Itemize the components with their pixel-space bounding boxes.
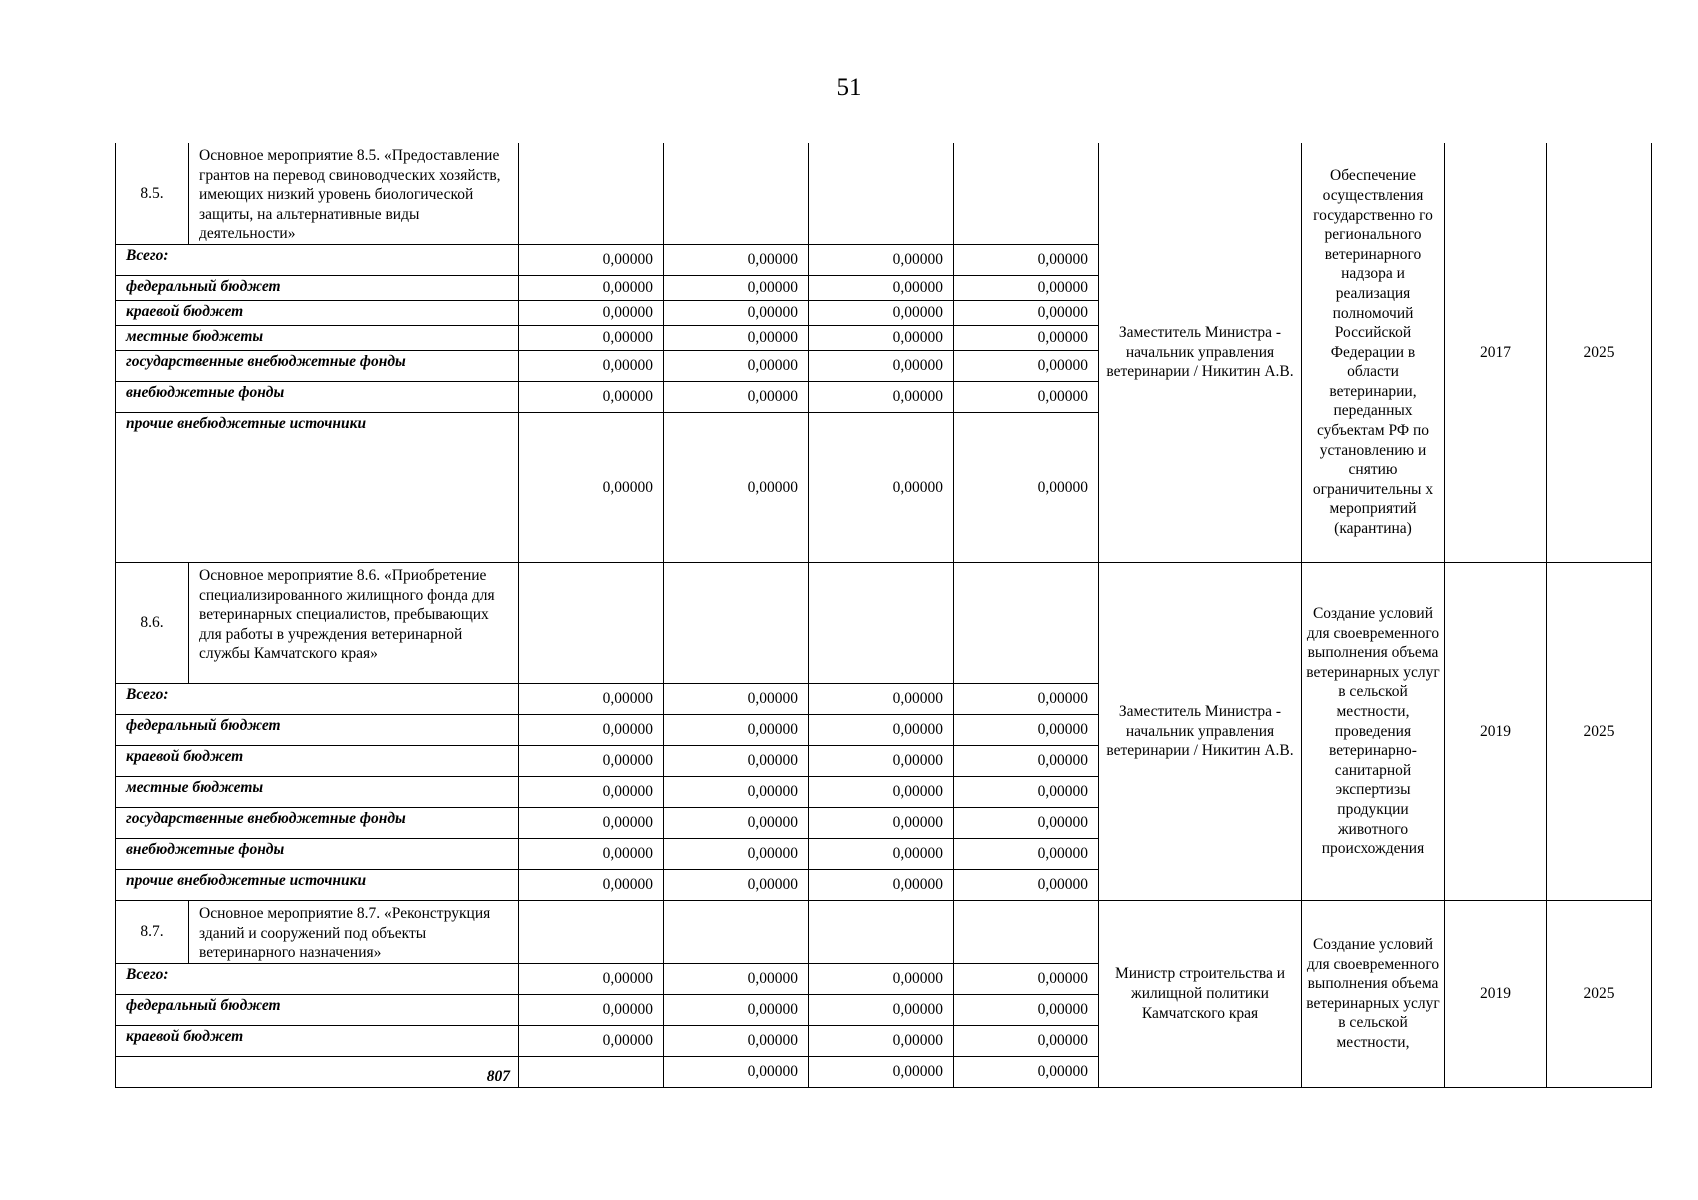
funding-label: федеральный бюджет [116,275,519,300]
funding-value: 0,00000 [809,275,954,300]
program-activities-table [115,143,1652,1088]
funding-value: 0,00000 [809,994,954,1025]
funding-value: 0,00000 [519,807,664,838]
funding-value: 0,00000 [519,1025,664,1056]
funding-value: 0,00000 [664,350,809,381]
funding-value: 0,00000 [809,381,954,412]
funding-value: 0,00000 [809,838,954,869]
funding-value: 0,00000 [954,869,1099,900]
funding-value: 0,00000 [809,1025,954,1056]
funding-value: 0,00000 [519,714,664,745]
funding-value: 0,00000 [519,244,664,275]
responsible-person: Министр строительства и жилищной политики Камчатского края [1099,900,1302,1087]
funding-value: 0,00000 [664,244,809,275]
funding-value: 0,00000 [954,776,1099,807]
funding-value: 0,00000 [664,776,809,807]
funding-value: 0,00000 [519,745,664,776]
funding-value: 0,00000 [664,963,809,994]
funding-value: 0,00000 [664,994,809,1025]
funding-value: 0,00000 [519,869,664,900]
funding-value: 0,00000 [809,412,954,562]
funding-value: 0,00000 [664,275,809,300]
activity-title: Основное мероприятие 8.7. «Реконструкция зданий и сооружений под объекты ветеринарного назначения» [189,900,519,963]
responsible-person: Заместитель Министра - начальник управления ветеринарии / Никитин А.В. [1099,143,1302,562]
activity-goal: Создание условий для своевременного выполнения объема ветеринарных услуг в сельской местности, проведения ветеринарно-санитарной экспертизы продукции животного происхождения [1302,562,1445,900]
funding-value: 0,00000 [664,1025,809,1056]
funding-label: государственные внебюджетные фонды [116,807,519,838]
end-year: 2025 [1547,143,1652,562]
start-year: 2017 [1445,143,1547,562]
start-year: 2019 [1445,900,1547,1087]
activity-goal: Обеспечение осуществления государственно го регионального ветеринарного надзора и реализация полномочий Российской Федерации в области ветеринарии, переданных субъектам РФ по установлению и снятию ограничительны х мероприятий (карантина) [1302,143,1445,562]
funding-value: 0,00000 [519,350,664,381]
funding-value: 0,00000 [954,1025,1099,1056]
activity-goal: Создание условий для своевременного выполнения объема ветеринарных услуг в сельской местности, [1302,900,1445,1087]
funding-value: 0,00000 [809,714,954,745]
funding-value: 0,00000 [954,275,1099,300]
funding-value: 0,00000 [664,325,809,350]
funding-label: внебюджетные фонды [116,838,519,869]
funding-value: 0,00000 [664,412,809,562]
funding-label: Всего: [116,963,519,994]
funding-value: 0,00000 [809,745,954,776]
funding-value: 0,00000 [664,1056,809,1087]
funding-value: 0,00000 [809,963,954,994]
funding-value: 0,00000 [954,412,1099,562]
funding-value: 0,00000 [954,1056,1099,1087]
funding-label: краевой бюджет [116,1025,519,1056]
funding-value: 0,00000 [809,244,954,275]
funding-value: 0,00000 [519,325,664,350]
funding-value: 0,00000 [519,275,664,300]
funding-value: 0,00000 [954,381,1099,412]
funding-value: 0,00000 [664,714,809,745]
activity-number: 8.5. [116,143,189,244]
funding-value: 0,00000 [519,838,664,869]
funding-value: 0,00000 [664,300,809,325]
funding-value: 0,00000 [519,412,664,562]
funding-value: 0,00000 [954,745,1099,776]
funding-label: федеральный бюджет [116,994,519,1025]
funding-value: 0,00000 [664,683,809,714]
funding-value: 0,00000 [519,300,664,325]
funding-value: 0,00000 [809,325,954,350]
funding-value: 0,00000 [954,325,1099,350]
funding-value: 0,00000 [519,994,664,1025]
funding-label: 807 [116,1056,519,1087]
funding-value: 0,00000 [519,963,664,994]
funding-value: 0,00000 [809,683,954,714]
funding-value: 0,00000 [954,994,1099,1025]
funding-value: 0,00000 [809,300,954,325]
responsible-person: Заместитель Министра - начальник управления ветеринарии / Никитин А.В. [1099,562,1302,900]
funding-value: 0,00000 [954,807,1099,838]
funding-value: 0,00000 [954,350,1099,381]
activity-number: 8.6. [116,562,189,683]
funding-value: 0,00000 [664,807,809,838]
end-year: 2025 [1547,900,1652,1087]
funding-value: 0,00000 [809,807,954,838]
funding-label: местные бюджеты [116,776,519,807]
funding-value: 0,00000 [809,869,954,900]
funding-label: внебюджетные фонды [116,381,519,412]
funding-value: 0,00000 [519,683,664,714]
funding-value: 0,00000 [519,776,664,807]
funding-value: 0,00000 [809,1056,954,1087]
funding-value: 0,00000 [809,776,954,807]
funding-value: 0,00000 [664,745,809,776]
funding-label: федеральный бюджет [116,714,519,745]
activity-title: Основное мероприятие 8.6. «Приобретение специализированного жилищного фонда для ветеринарных специалистов, пребывающих для работы в учреждения ветеринарной службы Камчатского края» [189,562,519,683]
funding-label: Всего: [116,683,519,714]
funding-value: 0,00000 [664,381,809,412]
funding-label: прочие внебюджетные источники [116,412,519,562]
activity-title: Основное мероприятие 8.5. «Предоставление грантов на перевод свиноводческих хозяйств, имеющих низкий уровень биологической защиты, на альтернативные виды деятельности» [189,143,519,244]
funding-value: 0,00000 [954,683,1099,714]
funding-value: 0,00000 [664,869,809,900]
funding-value: 0,00000 [809,350,954,381]
page-number: 51 [836,74,862,101]
funding-value: 0,00000 [954,963,1099,994]
funding-value: 0,00000 [954,244,1099,275]
funding-label: местные бюджеты [116,325,519,350]
funding-label: краевой бюджет [116,300,519,325]
funding-label: государственные внебюджетные фонды [116,350,519,381]
funding-value: 0,00000 [954,838,1099,869]
activity-number: 8.7. [116,900,189,963]
end-year: 2025 [1547,562,1652,900]
start-year: 2019 [1445,562,1547,900]
funding-value: 0,00000 [664,838,809,869]
activity-header-row [116,900,1652,963]
funding-label: краевой бюджет [116,745,519,776]
funding-value: 0,00000 [954,300,1099,325]
funding-value: 0,00000 [954,714,1099,745]
funding-value: 0,00000 [519,381,664,412]
funding-label: Всего: [116,244,519,275]
activity-header-row [116,562,1652,683]
funding-label: прочие внебюджетные источники [116,869,519,900]
activity-header-row [116,143,1652,244]
